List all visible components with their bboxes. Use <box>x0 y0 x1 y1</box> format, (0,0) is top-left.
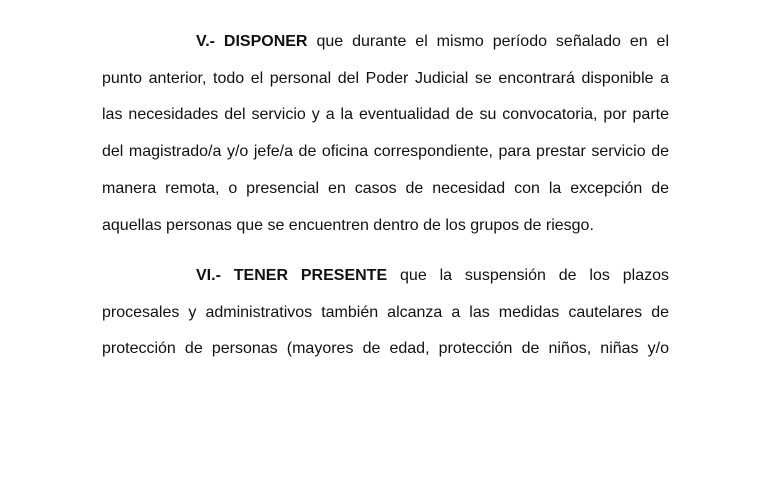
paragraph-vi <box>102 258 669 368</box>
paragraph-vi-text: que la suspensión de los plazos <box>400 267 670 284</box>
paragraph-vi-line-1 <box>102 258 669 295</box>
paragraph-v-line-5: manera remota, o presencial en casos de necesidad con la excepción de <box>102 179 669 197</box>
paragraph-vi-line-3: protección de personas (mayores de edad, protección de niños, niñas y/o <box>102 340 669 358</box>
paragraph-v-line-1 <box>102 24 669 61</box>
paragraph-v-heading: V.- DISPONER <box>196 33 308 50</box>
paragraph-vi-line-2: procesales y administrativos también alcanza a las medidas cautelares de <box>102 303 669 321</box>
paragraph-vi-heading: VI.- TENER PRESENTE <box>196 267 388 284</box>
paragraph-v-line-6: aquellas personas que se encuentren dentro de los grupos de riesgo. <box>102 216 594 234</box>
paragraph-v-line-4: del magistrado/a y/o jefe/a de oficina correspondiente, para prestar servicio de <box>102 143 669 161</box>
clipped-previous-line <box>170 0 410 2</box>
paragraph-v-text: que durante el mismo período señalado en el <box>316 33 670 50</box>
paragraph-v-line-2: punto anterior, todo el personal del Poder Judicial se encontrará disponible a <box>102 69 669 87</box>
paragraph-v-line-3: las necesidades del servicio y a la eventualidad de su convocatoria, por parte <box>102 106 669 124</box>
paragraph-v <box>102 24 669 244</box>
